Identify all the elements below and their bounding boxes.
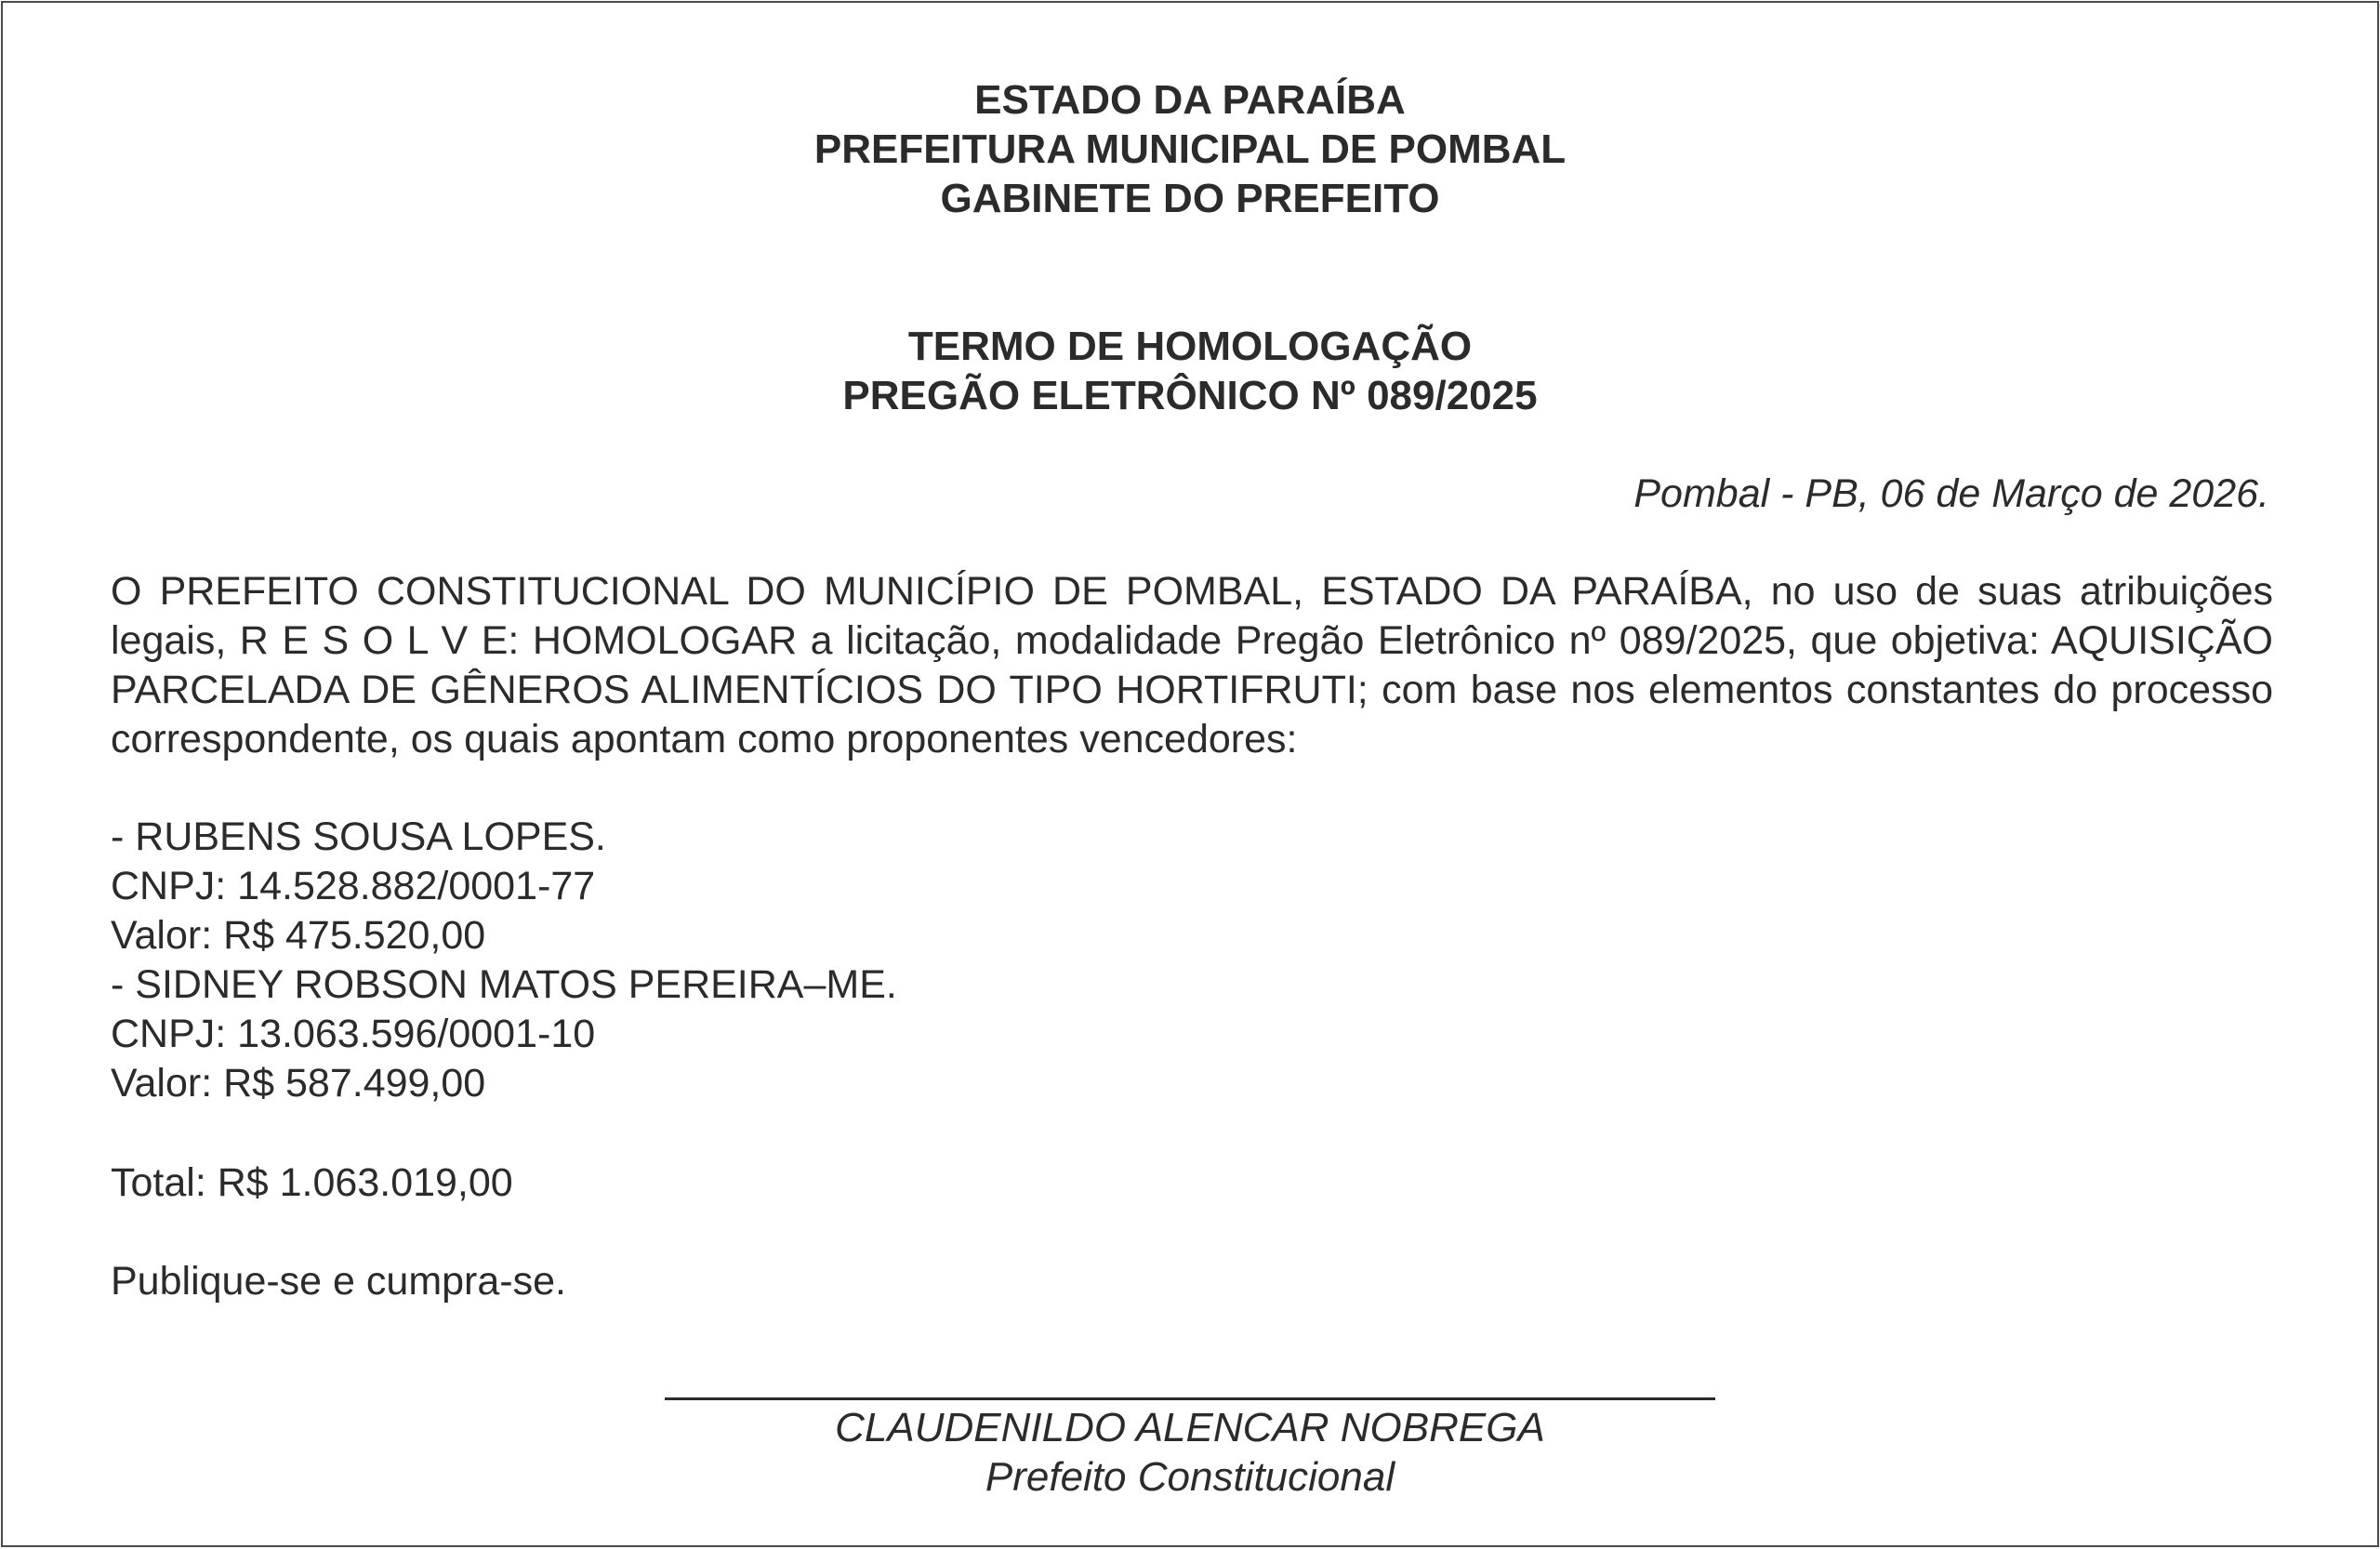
winner-name: - RUBENS SOUSA LOPES. xyxy=(111,814,606,859)
header-prefecture: PREFEITURA MUNICIPAL DE POMBAL xyxy=(813,126,1567,172)
document-header xyxy=(3,75,2377,223)
winner-cnpj: CNPJ: 14.528.882/0001-77 xyxy=(111,864,596,908)
title-auction: PREGÃO ELETRÔNICO Nº 089/2025 xyxy=(842,373,1538,418)
winner-cnpj: CNPJ: 13.063.596/0001-10 xyxy=(111,1012,596,1056)
winners-list xyxy=(111,813,897,1108)
document-title xyxy=(3,322,2377,420)
header-state: ESTADO DA PARAÍBA xyxy=(974,77,1406,123)
winner-value: Valor: R$ 475.520,00 xyxy=(111,913,486,958)
closing-statement: Publique-se e cumpra-se. xyxy=(111,1259,566,1304)
winner-name: - SIDNEY ROBSON MATOS PEREIRA–ME. xyxy=(111,962,897,1007)
header-office: GABINETE DO PREFEITO xyxy=(940,176,1440,221)
document-date: Pombal - PB, 06 de Março de 2026. xyxy=(1633,471,2269,516)
signatory-name: CLAUDENILDO ALENCAR NOBREGA xyxy=(835,1405,1545,1450)
signature-line xyxy=(665,1397,1715,1400)
document-page xyxy=(1,1,2379,1547)
winner-value: Valor: R$ 587.499,00 xyxy=(111,1061,486,1105)
total-amount: Total: R$ 1.063.019,00 xyxy=(111,1160,513,1205)
resolution-paragraph: O PREFEITO CONSTITUCIONAL DO MUNICÍPIO DE POMBAL, ESTADO DA PARAÍBA, no uso de suas atribuições legais, R E S O L V E: HOMOLOGAR a licitação, modalidade Pregão Eletrônico nº 089/2025, que objetiva: AQUISIÇÃO PARCELADA DE GÊNEROS ALIMENTÍCIOS DO TIPO HORTIFRUTI; com base nos elementos constantes do processo correspondente, os quais apontam como proponentes vencedores: xyxy=(111,569,2273,761)
signature-block xyxy=(3,1403,2377,1502)
title-term: TERMO DE HOMOLOGAÇÃO xyxy=(907,324,1473,369)
signatory-role: Prefeito Constitucional xyxy=(985,1454,1395,1500)
